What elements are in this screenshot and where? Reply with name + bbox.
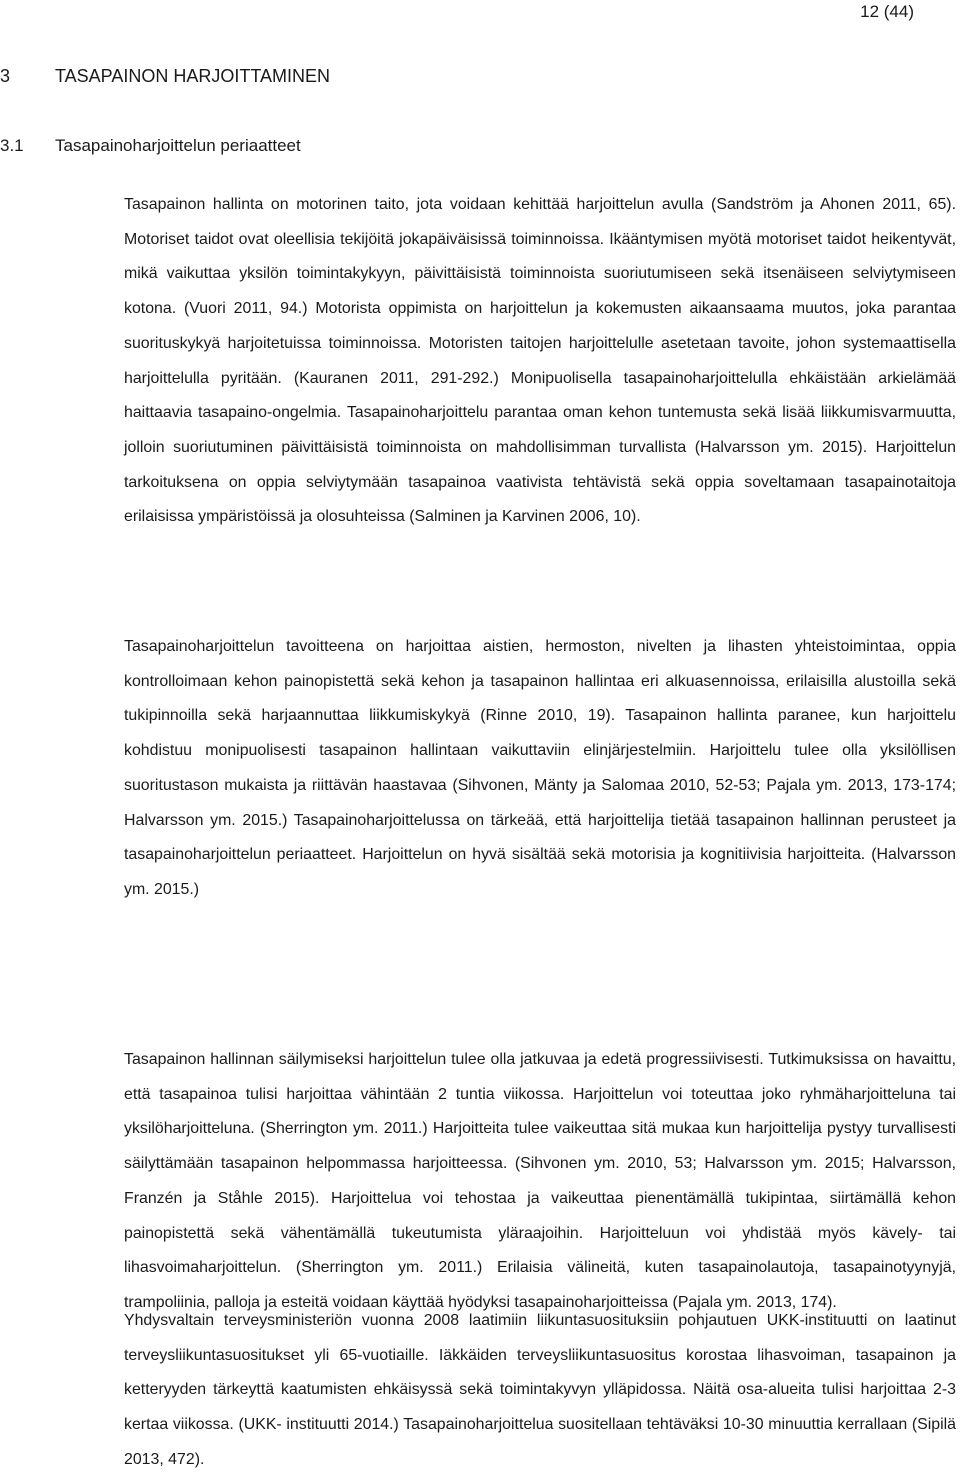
chapter-title: TASAPAINON HARJOITTAMINEN — [55, 66, 331, 86]
paragraph: Tasapainon hallinta on motorinen taito, jota voidaan kehittää harjoittelun avulla (Sandström ja Ahonen 2011, 65). Motoriset taidot ovat oleellisia tekijöitä jokapäiväisissä toiminnoissa. Ikääntymisen myötä motoriset taidot heikentyvät, mikä vaikuttaa yksilön toimintakykyyn, päivittäisistä toiminnoista suoriutumiseen sekä itsenäiseen selviytymiseen kotona. (Vuori 2011, 94.) Motorista oppimista on harjoittelun ja kokemusten aikaansaama muutos, joka parantaa suorituskykyä harjoitetuissa toiminnoissa. Motoristen taitojen harjoittelulle asetetaan tavoite, johon systemaattisella harjoittelulla pyritään. (Kauranen 2011, 291-292.) Monipuolisella tasapainoharjoittelulla ehkäistään arkielämää haittaavia tasapaino-ongelmia. Tasapainoharjoittelu parantaa oman kehon tuntemusta sekä lisää liikkumisvarmuutta, jolloin suoriutuminen päivittäisistä toiminnoista on mahdollisimman turvallista (Halvarsson ym. 2015). Harjoittelun tarkoituksena on oppia selviytymään tasapainoa vaativista tehtävistä sekä oppia soveltamaan tasapainotaitoja erilaisissa ympäristöissä ja olosuhteissa (Salminen ja Karvinen 2006, 10). — [124, 196, 956, 526]
paragraph: Tasapainon hallinnan säilymiseksi harjoittelun tulee olla jatkuvaa ja edetä progressiivisesti. Tutkimuksissa on havaittu, että tasapainoa tulisi harjoittaa vähintään 2 tuntia viikossa. Harjoittelun voi toteuttaa joko ryhmäharjoitteluna tai yksilöharjoitteluna. (Sherrington ym. 2011.) Harjoitteita tulee vaikeuttaa sitä mukaa kun harjoittelija pystyy turvallisesti säilyttämään tasapainon helpommassa harjoitteessa. (Sihvonen ym. 2010, 53; Halvarsson ym. 2015; Halvarsson, Franzén ja Ståhle 2015). Harjoittelua voi tehostaa ja vaikeuttaa pienentämällä tukipintaa, siirtämällä kehon painopistettä sekä vähentämällä tukeutumista yläraajoihin. Harjoitteluun voi yhdistää myös kävely- tai lihasvoimaharjoittelun. (Sherrington ym. 2011.) Erilaisia välineitä, kuten tasapainolautoja, tasapainotyynyjä, trampoliinia, palloja ja esteitä voidaan käyttää hyödyksi tasapainoharjoitteissa (Pajala ym. 2013, 174). — [124, 1051, 956, 1311]
section-heading — [0, 134, 301, 158]
paragraph: Tasapainoharjoittelun tavoitteena on harjoittaa aistien, hermoston, nivelten ja lihasten yhteistoimintaa, oppia kontrolloimaan kehon painopistettä sekä kehon ja tasapainon hallintaa eri alkuasennoissa, erilaisilla alustoilla sekä tukipinnoilla sekä harjaannuttaa liikkumiskykyä (Rinne 2010, 19). Tasapainon hallinta paranee, kun harjoittelu kohdistuu monipuolisesti tasapainon hallintaan vaikuttaviin elinjärjestelmiin. Harjoittelu tulee olla yksilöllisen suoritustason mukaista ja riittävän haastavaa (Sihvonen, Mänty ja Salomaa 2010, 52-53; Pajala ym. 2013, 173-174; Halvarsson ym. 2015.) Tasapainoharjoittelussa on tärkeää, että harjoittelija tietää tasapainon hallinnan perusteet ja tasapainoharjoittelun periaatteet. Harjoittelun on hyvä sisältää sekä motorisia ja kognitiivisia harjoitteita. (Halvarsson ym. 2015.) — [124, 638, 956, 898]
section-number: 3.1 — [0, 136, 24, 155]
chapter-number: 3 — [0, 66, 11, 86]
chapter-heading — [0, 64, 330, 88]
page-number: 12 (44) — [860, 2, 914, 21]
section-title: Tasapainoharjoittelun periaatteet — [55, 136, 301, 155]
paragraph: Yhdysvaltain terveysministeriön vuonna 2008 laatimiin liikuntasuosituksiin pohjautuen UKK-instituutti on laatinut terveysliikuntasuositukset yli 65-vuotiaille. Iäkkäiden terveysliikuntasuositus korostaa lihasvoiman, tasapainon ja ketteryyden tärkeyttä kaatumisten ehkäisyssä sekä toimintakyvyn ylläpidossa. Näitä osa-alueita tulisi harjoittaa 2-3 kertaa viikossa. (UKK- instituutti 2014.) Tasapainoharjoittelua suositellaan tehtäväksi 10-30 minuuttia kerrallaan (Sipilä 2013, 472). — [124, 1312, 956, 1468]
